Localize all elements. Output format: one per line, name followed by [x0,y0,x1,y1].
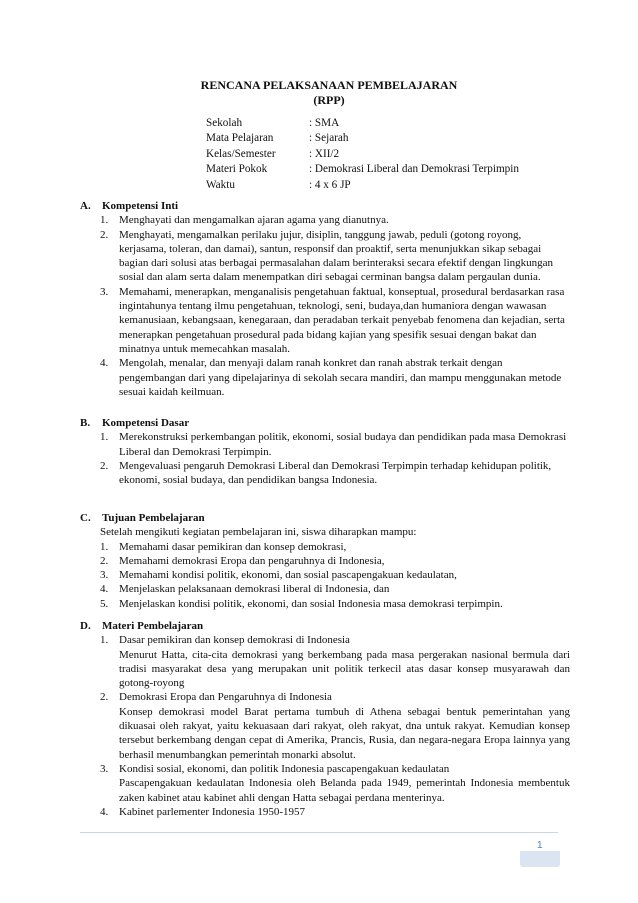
materi-item [80,805,570,819]
item-text: Memahami kondisi politik, ekonomi, dan sosial pascapengakuan kedaulatan, [119,569,457,582]
item-number: 2. [100,554,109,567]
materi-item [80,633,570,690]
section-heading [80,619,570,633]
item-number: 3. [100,762,109,775]
info-row [206,116,519,131]
materi-title: Kabinet parlementer Indonesia 1950-1957 [119,805,306,818]
info-value: : SMA [309,117,340,129]
item-text: Memahami demokrasi Eropa dan pengaruhnya di Indonesia, [119,554,385,567]
section-materi-pembelajaran [80,619,570,819]
info-key: Materi Pokok [206,163,268,176]
item-text: Menghayati dan mengamalkan ajaran agama yang dianutnya. [119,214,389,227]
section-kompetensi-dasar [80,416,570,487]
section-kompetensi-inti [80,199,570,399]
list-item [80,213,570,227]
section-heading [80,511,570,525]
ki-list [80,213,570,399]
section-title: Kompetensi Inti [102,200,179,212]
list-item [80,554,570,568]
section-letter: D. [80,620,91,632]
info-row [206,162,519,177]
info-key: Waktu [206,178,235,191]
info-row [206,131,519,146]
item-number: 4. [100,805,109,818]
info-key: Kelas/Semester [206,147,276,160]
materi-item [80,690,570,761]
item-text: Merekonstruksi perkembangan politik, ekonomi, sosial budaya dan pendidikan pada masa Demokrasi Liberal dan Demokrasi Terpimpin. [119,431,567,458]
page-number: 1 [537,840,543,851]
section-intro: Setelah mengikuti kegiatan pembelajaran ini, siswa diharapkan mampu: [100,526,417,539]
item-text: Memahami, menerapkan, menganalisis pengetahuan faktual, konseptual, prosedural berdasarkan rasa ingintahunya tentang ilmu pengetahuan, teknologi, seni, budaya,dan humaniora dengan wawasan kemanusiaan, kebangsaan, kenegaraan, dan peradaban terkait penyebab fenomena dan kejadian, serta menerapkan pengetahuan prosedural pada bidang kajian yang spesifik sesuai dengan bakat dan minatnya untuk memecahkan masalah. [119,285,565,355]
info-key: Mata Pelajaran [206,132,274,145]
materi-title: Dasar pemikiran dan konsep demokrasi di Indonesia [119,634,350,647]
list-item [80,459,570,488]
item-text: Mengolah, menalar, dan menyaji dalam ranah konkret dan ranah abstrak terkait dengan pengembangan dari yang dipelajarinya di sekolah secara mandiri, dan mampu menggunakan metode sesuai kaidah keilmuan. [119,357,562,398]
materi-heading [100,690,570,704]
list-item [80,540,570,554]
info-value: : Demokrasi Liberal dan Demokrasi Terpimpin [309,163,519,176]
materi-heading [100,805,570,819]
item-number: 5. [100,597,109,610]
info-row [206,147,519,162]
identity-table [206,116,519,193]
list-item [80,285,570,356]
item-number: 2. [100,228,109,241]
item-text: Menghayati, mengamalkan perilaku jujur, disiplin, tanggung jawab, peduli (gotong royong, kerjasama, toleran, dan damai), santun, responsif dan proaktif, serta menunjukkan sikap sebagai bagian dari solusi atas berbagai permasalahan dalam berinteraksi secara efektif dengan lingkungan sosial dan alam serta dalam menempatkan diri sebagai cerminan bangsa dalam pergaulan dunia. [119,228,554,284]
item-number: 4. [100,583,109,596]
section-letter: A. [80,200,91,212]
section-title: Materi Pembelajaran [102,620,204,632]
tujuan-list [80,540,570,611]
section-heading [80,199,570,213]
materi-paragraph: Konsep demokrasi model Barat pertama tumbuh di Athena sebagai bentuk pemerintahan yang dikuasai oleh rakyat, yaitu kekuasaan dari rakyat, oleh rakyat, dna untuk rakyat. Kemudian konsep tersebut berkembang dengan cepat di Amerika, Prancis, Rusia, dan negara-negara Eropa lainnya yang berhasil menumbangkan pemerintah monarki absolut. [119,705,570,761]
materi-heading [100,762,570,776]
item-number: 3. [100,285,109,298]
title-line-2: (RPP) [313,93,345,107]
info-value: : XII/2 [309,147,340,160]
kd-list [80,430,570,487]
list-item [80,228,570,285]
info-value: : Sejarah [309,132,349,145]
list-item [80,430,570,459]
section-title: Kompetensi Dasar [102,417,190,429]
item-number: 1. [100,431,109,444]
item-text: Menjelaskan pelaksanaan demokrasi liberal di Indonesia, dan [119,583,390,596]
materi-heading [100,633,570,647]
item-number: 1. [100,634,109,647]
info-key: Sekolah [206,117,243,129]
document-title [0,78,638,108]
item-number: 1. [100,540,109,553]
item-number: 4. [100,357,109,370]
item-text: Memahami dasar pemikiran dan konsep demokrasi, [119,540,347,553]
list-item [80,568,570,582]
materi-item [80,762,570,805]
list-item [80,582,570,596]
section-title: Tujuan Pembelajaran [102,512,205,524]
item-text: Menjelaskan kondisi politik, ekonomi, dan sosial Indonesia masa demokrasi terpimpin. [119,597,503,610]
title-line-1: RENCANA PELAKSANAAN PEMBELAJARAN [200,78,458,92]
materi-title: Kondisi sosial, ekonomi, dan politik Indonesia pascapengakuan kedaulatan [119,762,450,775]
item-text: Mengevaluasi pengaruh Demokrasi Liberal dan Demokrasi Terpimpin terhadap kehidupan politik, ekonomi, sosial budaya, dan pendidikan bangsa Indonesia. [119,459,552,487]
materi-paragraph: Pascapengakuan kedaulatan Indonesia oleh Belanda pada 1949, pemerintah Indonesia membentuk zaken kabinet atau kabinet ahli dengan Hatta sebagai perdana menterinya. [119,777,570,804]
section-tujuan-pembelajaran [80,511,570,611]
section-letter: B. [80,417,91,429]
info-row [206,178,519,193]
section-letter: C. [80,512,91,524]
materi-paragraph: Menurut Hatta, cita-cita demokrasi yang berkembang pada masa pergerakan nasional bermula dari tradisi masyarakat desa yang merupakan unit politik terkecil atas dasar konsep musyarawah dan gotong-royong [119,648,570,690]
item-number: 3. [100,569,109,582]
list-item [80,356,570,399]
info-value: : 4 x 6 JP [309,178,351,191]
item-number: 2. [100,691,109,704]
footer-divider [80,832,558,833]
list-item [80,597,570,611]
item-number: 1. [100,214,109,227]
item-number: 2. [100,459,109,472]
footer-tab-decoration [520,851,560,867]
section-heading [80,416,570,430]
materi-title: Demokrasi Eropa dan Pengaruhnya di Indonesia [119,691,332,704]
